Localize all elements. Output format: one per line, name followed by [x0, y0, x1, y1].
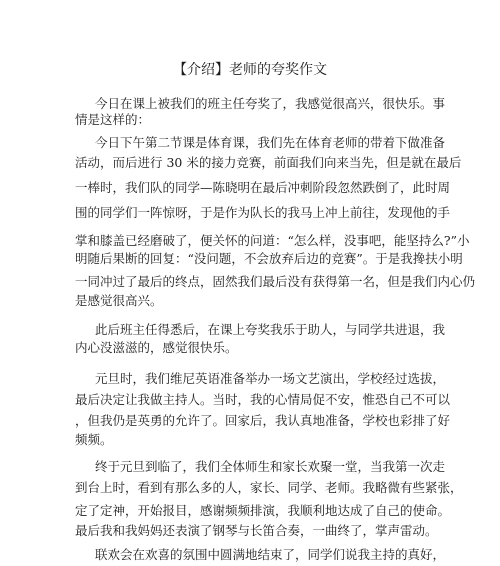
paragraph-line: 定了定神，开始报目，感谢频频排演，我顺利地达成了自己的使命。	[75, 503, 451, 518]
paragraph-line: 一同冲过了最后的终点，固然我们最后没有获得第一名，但是我们内心仍	[75, 274, 476, 289]
paragraph-line: 终于元旦到临了，我们全体师生和家长欢聚一堂，当我第一次走	[95, 459, 446, 474]
paragraph-line: 围的同学们一阵惊呀，于是作为队长的我马上冲上前往，发现他的手	[75, 205, 451, 220]
paragraph-line: 一棒时，我们队的同学—陈晓明在最后冲刺阶段忽然跌倒了，此时周	[75, 180, 451, 195]
paragraph-line: 活动，而后进行 30 米的接力竞赛，前面我们向来当先，但是就在最后	[75, 155, 462, 170]
paragraph-line: 到台上时，看到有那么多的人，家长、同学、老师。我略微有些紧张，	[75, 480, 463, 495]
paragraph-line: 频频。	[75, 432, 113, 447]
paragraph-line: ，但我仍是英勇的允许了。回家后，我认真地准备，学校也彩排了好	[75, 413, 451, 428]
paragraph-line: 最后决定让我做主持人。当时，我的心情局促不安，惟恐自己不可以	[75, 392, 451, 407]
paragraph-line: 此后班主任得悉后，在课上夸奖我乐于助人，与同学共进退，我	[95, 322, 446, 337]
paragraph-line: 最后我和我妈妈还表演了钢琴与长笛合奏，一曲终了，掌声雷动。	[75, 523, 438, 538]
document-title: 【介绍】老师的夸奖作文	[173, 62, 327, 78]
paragraph-line: 情是这样的：	[75, 112, 151, 127]
paragraph-line: 元旦时，我们维尼英语准备举办一场文艺演出，学校经过选拔，	[95, 371, 446, 386]
paragraph-line: 是感觉很高兴。	[75, 293, 163, 308]
paragraph-line: 明随后果断的回复：“没问题，不会放弃后边的竞赛”。于是我搀扶小明	[75, 251, 463, 266]
paragraph-line: 内心没滋滋的，感觉很快乐。	[75, 340, 238, 355]
paragraph-line: 掌和膝盖已经磨破了，便关怀的问道：“怎么样，没事吧，能坚持么?”小	[75, 233, 470, 248]
paragraph-line: 联欢会在欢喜的氛围中圆满地结束了，同学们说我主持的真好，	[95, 547, 446, 562]
paragraph-line: 今日在课上被我们的班主任夸奖了，我感觉很高兴，很快乐。事	[95, 96, 446, 111]
paragraph-line: 今日下午第二节课是体育课，我们先在体育老师的带着下做准备	[95, 135, 446, 150]
